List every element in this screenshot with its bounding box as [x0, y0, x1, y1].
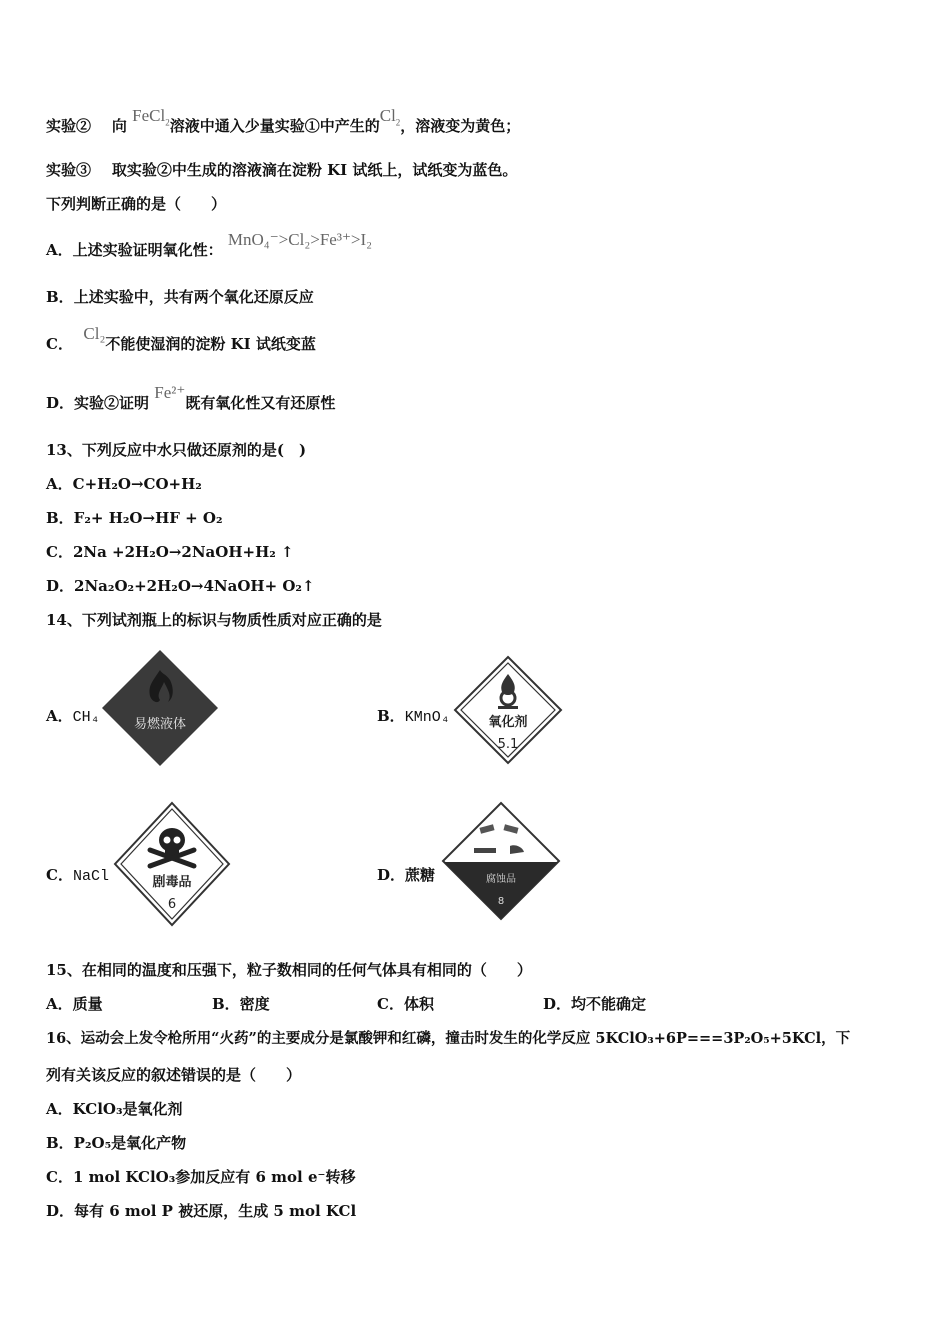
q15-stem: 15、在相同的温度和压强下，粒子数相同的任何气体具有相同的（ ）	[46, 961, 532, 979]
flammable-diamond	[102, 650, 218, 766]
fecl2-sub: 2	[165, 117, 170, 128]
q12-c-text: 不能使湿润的淀粉 KI 试纸变蓝	[105, 335, 316, 353]
q14-stem: 14、下列试剂瓶上的标识与物质性质对应正确的是	[46, 611, 382, 629]
q12-a-label: A．	[46, 241, 73, 259]
corrosive-sign-num: 8	[497, 896, 505, 907]
experiment-3-line	[46, 160, 517, 180]
q12-b-label: B．	[46, 288, 74, 306]
toxic-sign-num: 6	[167, 897, 177, 912]
cl2-text: Cl	[379, 106, 396, 125]
q13-option-a: A．C+H₂O→CO+H₂	[46, 475, 202, 493]
q12-b-text: 上述实验中，共有两个氧化还原反应	[73, 288, 314, 306]
toxic-sign-text: 剧毒品	[152, 875, 192, 890]
q12-d-post: 既有氧化性又有还原性	[185, 394, 336, 412]
q12-option-b	[46, 287, 314, 307]
oxidizer-sign-num: 5.1	[497, 737, 519, 752]
q12-stem: 下列判断正确的是（ ）	[46, 195, 227, 213]
oxidizer-sign	[452, 654, 564, 766]
q12-a-text: 上述实验证明氧化性：	[72, 241, 223, 259]
q14-option-a	[46, 706, 100, 728]
oxidizer-sign-text: 氧化剂	[488, 715, 528, 730]
q14-b-text: KMnO₄	[404, 709, 450, 726]
flammable-liquid-sign	[100, 648, 220, 768]
q16-option-d: D．每有 6 mol P 被还原，生成 5 mol KCl	[46, 1202, 357, 1220]
q16-option-b: B．P₂O₅是氧化产物	[46, 1134, 187, 1152]
q14-c-text: NaCl	[72, 868, 109, 885]
q13-option-c: C．2Na +2H₂O→2NaOH+H₂ ↑	[46, 543, 294, 561]
q14-d-label: D．	[377, 866, 406, 884]
q12-c-formula: Cl₂	[83, 324, 106, 343]
q15-option-b: B．密度	[212, 995, 270, 1013]
exp3-text: 取实验②中生成的溶液滴在淀粉 KI 试纸上，试纸变为蓝色。	[111, 161, 518, 179]
corrosive-sign-text: 腐蚀品	[486, 874, 516, 885]
corrosive-sign	[440, 800, 562, 922]
q14-a-label: A．	[46, 707, 73, 725]
q14-option-c	[46, 865, 109, 887]
q14-option-b	[377, 706, 450, 728]
q13-stem: 13、下列反应中水只做还原剂的是( )	[46, 441, 307, 459]
exp2-pre: 向	[111, 117, 127, 135]
exp3-label: 实验③	[46, 161, 92, 179]
fecl2-text: FeCl	[132, 106, 166, 125]
q13-option-d: D．2Na₂O₂+2H₂O→4NaOH+ O₂↑	[46, 577, 315, 595]
experiment-2-line	[46, 106, 521, 142]
q12-option-a	[46, 230, 373, 260]
flammable-sign-text: 易燃液体	[133, 717, 187, 732]
exp2-post: ，溶液变为黄色；	[400, 117, 521, 135]
q14-d-text: 蔗糖	[405, 866, 436, 884]
cl2-sub: 2	[395, 117, 401, 128]
exp2-label: 实验②	[46, 117, 92, 135]
q12-option-c	[46, 324, 316, 354]
q14-b-label: B．	[377, 707, 405, 725]
formula-cl2	[379, 106, 401, 128]
q13-option-b: B．F₂+ H₂O→HF + O₂	[46, 509, 223, 527]
q15-option-d: D．均不能确定	[543, 995, 647, 1013]
q12-d-pre: 实验②证明	[74, 394, 150, 412]
toxic-sign	[112, 800, 232, 928]
q14-option-d	[377, 865, 435, 887]
q15-option-a: A．质量	[46, 995, 103, 1013]
q16-option-c: C．1 mol KClO₃参加反应有 6 mol e⁻转移	[46, 1168, 356, 1186]
q12-d-label: D．	[46, 394, 75, 412]
q14-a-text: CH₄	[72, 709, 100, 726]
q16-option-a: A．KClO₃是氧化剂	[46, 1100, 183, 1118]
q14-c-label: C．	[46, 866, 73, 884]
q12-d-formula: Fe²⁺	[154, 383, 186, 402]
q12-option-d	[46, 383, 336, 413]
q12-c-label: C．	[46, 335, 73, 353]
q15-option-c: C．体积	[377, 995, 434, 1013]
formula-fecl2	[132, 106, 170, 128]
q12-a-formula: MnO₄⁻>Cl₂>Fe³⁺>I₂	[227, 230, 373, 249]
q16-stem-line1: 16、运动会上发令枪所用“火药”的主要成分是氯酸钾和红磷，撞击时发生的化学反应 5KClO₃+6P===3P₂O₅+5KCl，下	[46, 1030, 851, 1047]
exp2-mid: 溶液中通入少量实验①中产生的	[169, 117, 380, 135]
q16-stem-line2: 列有关该反应的叙述错误的是（ ）	[46, 1066, 302, 1084]
